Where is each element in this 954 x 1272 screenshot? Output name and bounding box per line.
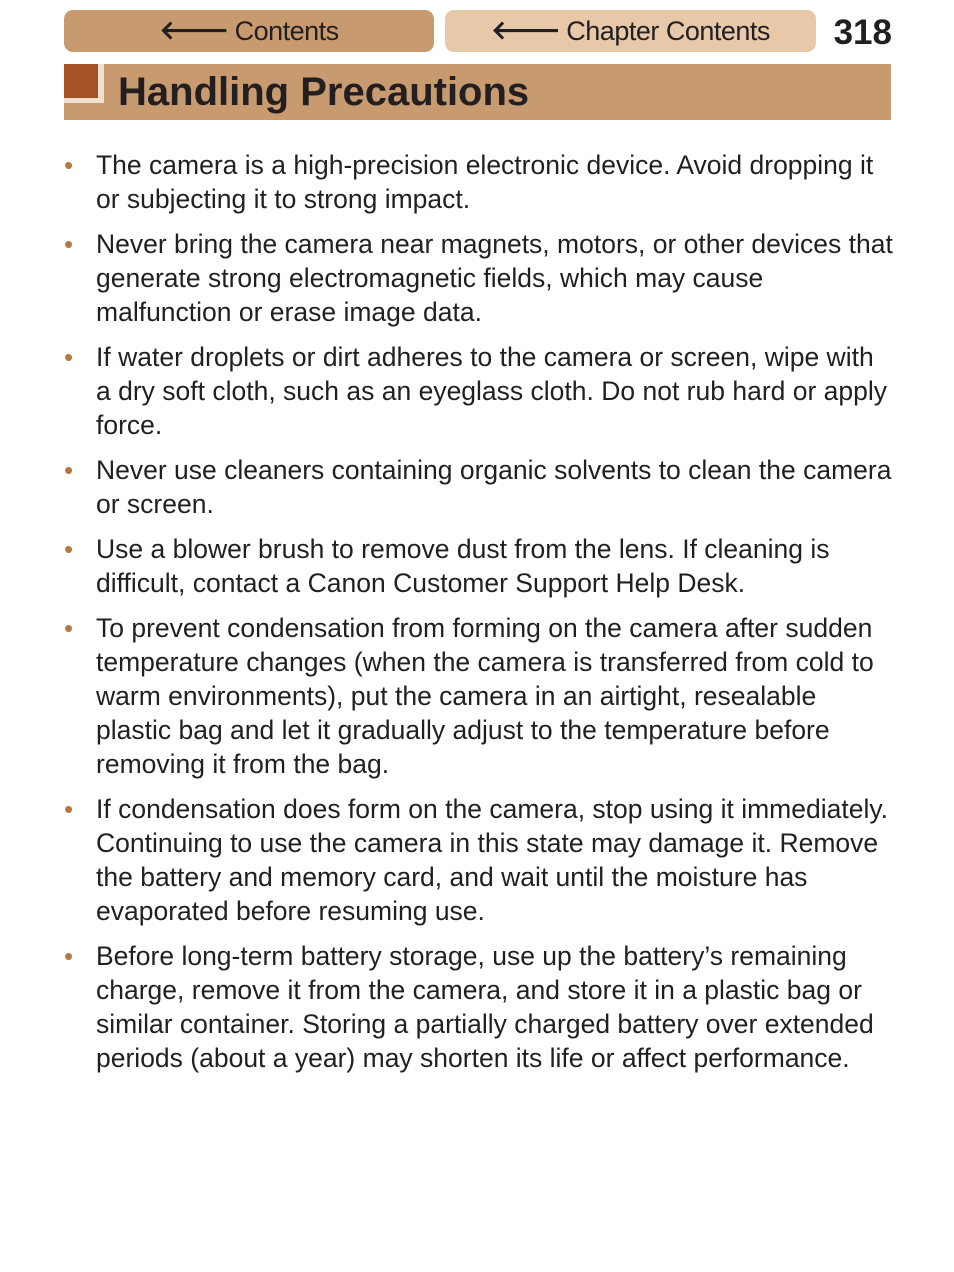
list-item (64, 792, 894, 928)
list-item-text: The camera is a high-precision electronic device. Avoid dropping it or subjecting it to strong impact. (96, 150, 874, 214)
page-title: Handling Precautions (118, 70, 530, 114)
contents-button[interactable] (64, 10, 434, 52)
title-marker (64, 64, 98, 98)
list-item-text: Never use cleaners containing organic solvents to clean the camera or screen. (96, 455, 892, 519)
title-band (64, 64, 891, 120)
arrow-left-icon: 🡐 (491, 15, 561, 45)
bullet: • (64, 229, 74, 259)
bullet: • (64, 794, 74, 824)
bullet: • (64, 342, 74, 372)
title-marker-shade (98, 64, 104, 98)
bullet: • (64, 613, 74, 643)
list-item-text: Use a blower brush to remove dust from the lens. If cleaning is difficult, contact a Canon Customer Support Help Desk. (96, 534, 830, 598)
bullet: • (64, 455, 74, 485)
contents-label: Contents (234, 15, 339, 46)
list-item (64, 611, 894, 781)
list-item-text: If condensation does form on the camera, stop using it immediately. Continuing to use the camera in this state may damage it. Remove the battery and memory card, and wait until the moisture has evaporated before resuming use. (96, 794, 888, 926)
list-item (64, 532, 894, 600)
list-item (64, 939, 894, 1075)
title-marker-shade (64, 98, 104, 103)
list-item-text: To prevent condensation from forming on the camera after sudden temperature changes (when the camera is transferred from cold to warm environments), put the camera in an airtight, resealable plastic bag and let it gradually adjust to the temperature before removing it from the bag. (96, 613, 874, 779)
list-item (64, 148, 894, 216)
list-item (64, 227, 894, 329)
chapter-contents-button[interactable] (445, 10, 816, 52)
page-number: 318 (833, 13, 892, 52)
list-item-text: Never bring the camera near magnets, motors, or other devices that generate strong electromagnetic fields, which may cause malfunction or erase image data. (96, 229, 893, 327)
precautions-list (64, 148, 894, 1086)
bullet: • (64, 941, 74, 971)
bullet: • (64, 534, 74, 564)
chapter-contents-label: Chapter Contents (566, 15, 770, 46)
list-item-text: If water droplets or dirt adheres to the camera or screen, wipe with a dry soft cloth, such as an eyeglass cloth. Do not rub hard or apply force. (96, 342, 888, 440)
bullet: • (64, 150, 74, 180)
arrow-left-icon: 🡐 (159, 15, 229, 45)
list-item (64, 340, 894, 442)
list-item-text: Before long-term battery storage, use up the battery’s remaining charge, remove it from the camera, and store it in a plastic bag or similar container. Storing a partially charged battery over extended periods (about a year) may shorten its life or affect performance. (96, 941, 874, 1073)
list-item (64, 453, 894, 521)
